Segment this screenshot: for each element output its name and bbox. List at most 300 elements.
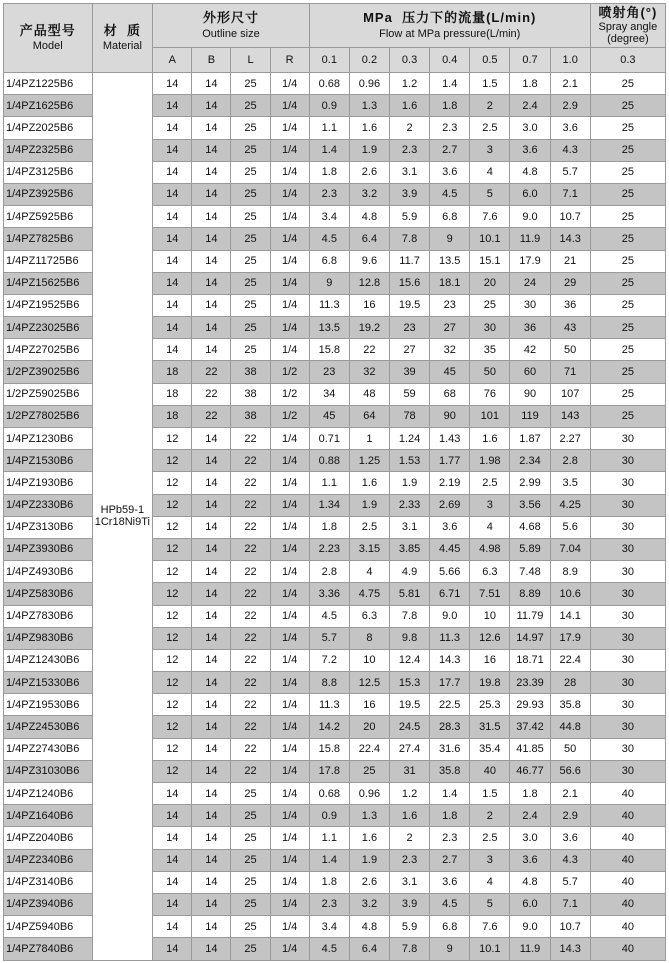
flow-cell: 7.1 <box>550 893 590 915</box>
dim-cell: 12 <box>153 472 192 494</box>
flow-cell: 2.33 <box>390 494 430 516</box>
flow-cell: 59 <box>390 383 430 405</box>
dim-cell: 14 <box>153 849 192 871</box>
flow-cell: 4.8 <box>349 206 389 228</box>
flow-cell: 3.85 <box>390 538 430 560</box>
flow-cell: 8.9 <box>550 561 590 583</box>
flow-cell: 14.3 <box>550 228 590 250</box>
angle-cell: 25 <box>590 383 665 405</box>
model-cell: 1/4PZ7830B6 <box>4 605 93 627</box>
dim-cell: 1/4 <box>270 605 309 627</box>
flow-cell: 25.3 <box>470 694 510 716</box>
header-pressure-0: 0.1 <box>309 48 349 73</box>
dim-cell: 22 <box>231 583 270 605</box>
flow-cell: 10.1 <box>470 228 510 250</box>
flow-cell: 6.71 <box>430 583 470 605</box>
flow-cell: 9.8 <box>390 627 430 649</box>
flow-cell: 15.6 <box>390 272 430 294</box>
dim-cell: 22 <box>231 516 270 538</box>
dim-cell: 38 <box>231 383 270 405</box>
dim-cell: 1/4 <box>270 339 309 361</box>
angle-cell: 25 <box>590 95 665 117</box>
flow-cell: 6.4 <box>349 228 389 250</box>
dim-cell: 1/4 <box>270 538 309 560</box>
angle-cell: 30 <box>590 760 665 782</box>
flow-cell: 2.7 <box>430 139 470 161</box>
angle-cell: 25 <box>590 272 665 294</box>
model-cell: 1/4PZ15625B6 <box>4 272 93 294</box>
dim-cell: 1/4 <box>270 561 309 583</box>
angle-cell: 40 <box>590 805 665 827</box>
flow-cell: 12.6 <box>470 627 510 649</box>
dim-cell: 25 <box>231 117 270 139</box>
flow-cell: 2.23 <box>309 538 349 560</box>
flow-cell: 13.5 <box>309 317 349 339</box>
header-flow-zh <box>310 11 590 25</box>
model-cell: 1/4PZ7840B6 <box>4 938 93 960</box>
angle-cell: 30 <box>590 428 665 450</box>
flow-cell: 119 <box>510 405 550 427</box>
model-cell: 1/4PZ2025B6 <box>4 117 93 139</box>
flow-cell: 1.9 <box>349 494 389 516</box>
dim-cell: 1/4 <box>270 161 309 183</box>
flow-cell: 10.7 <box>550 206 590 228</box>
flow-cell: 40 <box>470 760 510 782</box>
flow-cell: 0.9 <box>309 95 349 117</box>
flow-cell: 2.4 <box>510 805 550 827</box>
flow-cell: 27 <box>430 317 470 339</box>
flow-cell: 2.69 <box>430 494 470 516</box>
dim-cell: 1/4 <box>270 317 309 339</box>
flow-cell: 60 <box>510 361 550 383</box>
dim-cell: 38 <box>231 405 270 427</box>
dim-cell: 14 <box>192 760 231 782</box>
dim-cell: 1/2 <box>270 405 309 427</box>
flow-cell: 3 <box>470 494 510 516</box>
flow-cell: 1.1 <box>309 117 349 139</box>
dim-cell: 14 <box>192 561 231 583</box>
dim-cell: 1/4 <box>270 893 309 915</box>
flow-cell: 14.2 <box>309 716 349 738</box>
flow-cell: 8 <box>349 627 389 649</box>
dim-cell: 14 <box>192 294 231 316</box>
dim-cell: 1/4 <box>270 871 309 893</box>
dim-cell: 12 <box>153 538 192 560</box>
dim-cell: 22 <box>231 672 270 694</box>
flow-cell: 20 <box>470 272 510 294</box>
flow-cell: 10.6 <box>550 583 590 605</box>
angle-cell: 30 <box>590 494 665 516</box>
dim-cell: 14 <box>192 938 231 960</box>
flow-cell: 18.1 <box>430 272 470 294</box>
dim-cell: 14 <box>153 73 192 95</box>
flow-cell: 101 <box>470 405 510 427</box>
dim-cell: 14 <box>153 206 192 228</box>
header-pressure-1: 0.2 <box>349 48 389 73</box>
dim-cell: 12 <box>153 716 192 738</box>
flow-cell: 2.9 <box>550 805 590 827</box>
header-pressure-6: 1.0 <box>550 48 590 73</box>
flow-cell: 36 <box>550 294 590 316</box>
dim-cell: 1/4 <box>270 228 309 250</box>
flow-cell: 0.9 <box>309 805 349 827</box>
dim-cell: 25 <box>231 272 270 294</box>
model-cell: 1/4PZ1530B6 <box>4 450 93 472</box>
dim-cell: 14 <box>192 95 231 117</box>
flow-cell: 1.6 <box>349 827 389 849</box>
flow-cell: 2.7 <box>430 849 470 871</box>
header-flow-zh-text: 压力下的流量(L/min) <box>402 10 537 26</box>
dim-cell: 22 <box>231 716 270 738</box>
model-cell: 1/4PZ5830B6 <box>4 583 93 605</box>
dim-cell: 14 <box>192 139 231 161</box>
flow-cell: 6.8 <box>309 250 349 272</box>
flow-cell: 3.0 <box>510 827 550 849</box>
dim-cell: 14 <box>153 183 192 205</box>
dim-cell: 14 <box>153 827 192 849</box>
model-cell: 1/4PZ31030B6 <box>4 760 93 782</box>
dim-cell: 14 <box>153 228 192 250</box>
dim-cell: 18 <box>153 383 192 405</box>
flow-cell: 11.3 <box>309 694 349 716</box>
dim-cell: 25 <box>231 73 270 95</box>
flow-cell: 4.9 <box>390 561 430 583</box>
dim-cell: 22 <box>192 383 231 405</box>
flow-cell: 3 <box>470 139 510 161</box>
flow-cell: 4.5 <box>430 893 470 915</box>
dim-cell: 14 <box>192 849 231 871</box>
dim-cell: 1/4 <box>270 450 309 472</box>
flow-cell: 1.2 <box>390 73 430 95</box>
flow-cell: 35.8 <box>550 694 590 716</box>
header-model-zh: 产品型号 <box>19 22 76 38</box>
angle-cell: 25 <box>590 405 665 427</box>
model-cell: 1/4PZ19525B6 <box>4 294 93 316</box>
dim-cell: 14 <box>192 339 231 361</box>
dim-cell: 1/4 <box>270 916 309 938</box>
header-material-zh: 材 质 <box>103 22 141 38</box>
dim-cell: 22 <box>231 561 270 583</box>
flow-cell: 3.36 <box>309 583 349 605</box>
dim-cell: 1/4 <box>270 472 309 494</box>
flow-cell: 7.48 <box>510 561 550 583</box>
flow-cell: 1.25 <box>349 450 389 472</box>
dim-cell: 14 <box>192 472 231 494</box>
flow-cell: 56.6 <box>550 760 590 782</box>
flow-cell: 32 <box>430 339 470 361</box>
dim-cell: 1/4 <box>270 827 309 849</box>
flow-cell: 4.5 <box>430 183 470 205</box>
dim-cell: 14 <box>153 871 192 893</box>
flow-cell: 3.9 <box>390 183 430 205</box>
flow-cell: 1.3 <box>349 95 389 117</box>
flow-cell: 44.8 <box>550 716 590 738</box>
dim-cell: 22 <box>192 405 231 427</box>
flow-cell: 10.7 <box>550 916 590 938</box>
flow-cell: 0.96 <box>349 783 389 805</box>
model-cell: 1/4PZ2325B6 <box>4 139 93 161</box>
angle-cell: 40 <box>590 827 665 849</box>
angle-cell: 25 <box>590 161 665 183</box>
dim-cell: 25 <box>231 206 270 228</box>
flow-cell: 45 <box>430 361 470 383</box>
flow-cell: 1.8 <box>430 805 470 827</box>
flow-cell: 78 <box>390 405 430 427</box>
flow-cell: 9.0 <box>510 916 550 938</box>
dim-cell: 14 <box>153 294 192 316</box>
dim-cell: 1/4 <box>270 694 309 716</box>
flow-cell: 7.8 <box>390 228 430 250</box>
angle-cell: 25 <box>590 339 665 361</box>
flow-cell: 1.9 <box>349 139 389 161</box>
flow-cell: 9 <box>430 938 470 960</box>
dim-cell: 1/4 <box>270 494 309 516</box>
flow-cell: 2 <box>390 117 430 139</box>
flow-cell: 1.8 <box>309 516 349 538</box>
flow-cell: 3.4 <box>309 916 349 938</box>
dim-cell: 25 <box>231 827 270 849</box>
model-cell: 1/4PZ2340B6 <box>4 849 93 871</box>
dim-cell: 22 <box>231 538 270 560</box>
flow-cell: 2.3 <box>430 117 470 139</box>
dim-cell: 12 <box>153 516 192 538</box>
flow-cell: 4.3 <box>550 139 590 161</box>
flow-cell: 1.24 <box>390 428 430 450</box>
dim-cell: 14 <box>192 605 231 627</box>
flow-cell: 7.2 <box>309 649 349 671</box>
flow-cell: 1.43 <box>430 428 470 450</box>
flow-cell: 3.6 <box>430 516 470 538</box>
flow-cell: 6.3 <box>349 605 389 627</box>
dim-cell: 18 <box>153 361 192 383</box>
flow-cell: 9.0 <box>510 206 550 228</box>
model-cell: 1/4PZ3940B6 <box>4 893 93 915</box>
flow-cell: 9 <box>430 228 470 250</box>
flow-cell: 2.3 <box>390 849 430 871</box>
dim-cell: 14 <box>192 583 231 605</box>
flow-cell: 7.1 <box>550 183 590 205</box>
dim-cell: 14 <box>153 250 192 272</box>
dim-cell: 14 <box>192 783 231 805</box>
header-angle-en: Spray angle <box>598 20 658 33</box>
flow-cell: 11.9 <box>510 228 550 250</box>
dim-cell: 25 <box>231 938 270 960</box>
flow-cell: 0.68 <box>309 73 349 95</box>
header-model-en: Model <box>32 40 63 53</box>
flow-cell: 43 <box>550 317 590 339</box>
model-cell: 1/4PZ1625B6 <box>4 95 93 117</box>
flow-cell: 4.8 <box>349 916 389 938</box>
angle-cell: 25 <box>590 228 665 250</box>
flow-cell: 6.4 <box>349 938 389 960</box>
angle-cell: 30 <box>590 583 665 605</box>
flow-cell: 76 <box>470 383 510 405</box>
flow-cell: 5.7 <box>309 627 349 649</box>
dim-cell: 22 <box>231 450 270 472</box>
flow-cell: 4 <box>470 516 510 538</box>
flow-cell: 5.66 <box>430 561 470 583</box>
flow-cell: 107 <box>550 383 590 405</box>
flow-cell: 5 <box>470 183 510 205</box>
flow-cell: 3.1 <box>390 516 430 538</box>
flow-cell: 34 <box>309 383 349 405</box>
dim-cell: 14 <box>153 139 192 161</box>
dim-cell: 1/4 <box>270 272 309 294</box>
flow-cell: 28.3 <box>430 716 470 738</box>
flow-cell: 2 <box>470 95 510 117</box>
flow-cell: 1.9 <box>349 849 389 871</box>
flow-cell: 1.77 <box>430 450 470 472</box>
flow-cell: 1.6 <box>349 472 389 494</box>
flow-cell: 12.8 <box>349 272 389 294</box>
flow-cell: 2.1 <box>550 73 590 95</box>
flow-cell: 10 <box>470 605 510 627</box>
dim-cell: 14 <box>153 161 192 183</box>
flow-cell: 22 <box>349 339 389 361</box>
dim-cell: 12 <box>153 672 192 694</box>
dim-cell: 14 <box>192 627 231 649</box>
dim-cell: 14 <box>192 738 231 760</box>
flow-cell: 8.8 <box>309 672 349 694</box>
flow-cell: 1.6 <box>349 117 389 139</box>
flow-cell: 7.8 <box>390 938 430 960</box>
dim-cell: 14 <box>192 694 231 716</box>
flow-cell: 1.4 <box>430 783 470 805</box>
flow-cell: 22.4 <box>550 649 590 671</box>
flow-cell: 20 <box>349 716 389 738</box>
dim-cell: 14 <box>153 317 192 339</box>
dim-cell: 25 <box>231 250 270 272</box>
dim-cell: 25 <box>231 916 270 938</box>
flow-cell: 2.19 <box>430 472 470 494</box>
flow-cell: 23 <box>390 317 430 339</box>
dim-cell: 25 <box>231 317 270 339</box>
dim-cell: 14 <box>192 250 231 272</box>
dim-cell: 1/4 <box>270 428 309 450</box>
flow-cell: 7.6 <box>470 206 510 228</box>
flow-cell: 5.6 <box>550 516 590 538</box>
flow-cell: 5.9 <box>390 916 430 938</box>
dim-cell: 1/4 <box>270 95 309 117</box>
flow-cell: 4.5 <box>309 938 349 960</box>
dim-cell: 14 <box>192 893 231 915</box>
flow-cell: 27.4 <box>390 738 430 760</box>
angle-cell: 40 <box>590 849 665 871</box>
dim-cell: 1/4 <box>270 583 309 605</box>
dim-cell: 12 <box>153 738 192 760</box>
flow-cell: 4.68 <box>510 516 550 538</box>
dim-cell: 12 <box>153 450 192 472</box>
dim-cell: 22 <box>231 760 270 782</box>
header-dim-2: L <box>231 48 270 73</box>
flow-cell: 4.8 <box>510 161 550 183</box>
angle-cell: 25 <box>590 250 665 272</box>
dim-cell: 14 <box>153 339 192 361</box>
flow-cell: 14.1 <box>550 605 590 627</box>
flow-cell: 4.5 <box>309 605 349 627</box>
flow-cell: 3.6 <box>430 161 470 183</box>
flow-cell: 30 <box>470 317 510 339</box>
flow-cell: 12.4 <box>390 649 430 671</box>
flow-cell: 19.5 <box>390 694 430 716</box>
flow-cell: 31.5 <box>470 716 510 738</box>
flow-cell: 2.1 <box>550 783 590 805</box>
flow-cell: 23 <box>430 294 470 316</box>
model-cell: 1/4PZ3125B6 <box>4 161 93 183</box>
dim-cell: 14 <box>153 272 192 294</box>
angle-cell: 30 <box>590 472 665 494</box>
dim-cell: 1/4 <box>270 250 309 272</box>
dim-cell: 14 <box>192 317 231 339</box>
flow-cell: 14.3 <box>550 938 590 960</box>
flow-cell: 5.7 <box>550 161 590 183</box>
flow-cell: 23.39 <box>510 672 550 694</box>
flow-cell: 5.81 <box>390 583 430 605</box>
flow-cell: 3.56 <box>510 494 550 516</box>
dim-cell: 14 <box>153 916 192 938</box>
flow-cell: 11.9 <box>510 938 550 960</box>
dim-cell: 1/2 <box>270 383 309 405</box>
flow-cell: 6.8 <box>430 916 470 938</box>
model-cell: 1/4PZ2040B6 <box>4 827 93 849</box>
spec-table <box>3 3 666 961</box>
header-outline <box>153 4 309 48</box>
dim-cell: 12 <box>153 428 192 450</box>
flow-cell: 23 <box>309 361 349 383</box>
flow-cell: 27 <box>390 339 430 361</box>
table-header <box>4 4 666 73</box>
dim-cell: 12 <box>153 760 192 782</box>
angle-cell: 25 <box>590 294 665 316</box>
flow-cell: 16 <box>470 649 510 671</box>
flow-cell: 2.9 <box>550 95 590 117</box>
angle-cell: 25 <box>590 139 665 161</box>
angle-cell: 30 <box>590 450 665 472</box>
flow-cell: 19.2 <box>349 317 389 339</box>
dim-cell: 1/4 <box>270 73 309 95</box>
flow-cell: 3.15 <box>349 538 389 560</box>
dim-cell: 14 <box>153 783 192 805</box>
dim-cell: 1/4 <box>270 183 309 205</box>
flow-cell: 2.99 <box>510 472 550 494</box>
flow-cell: 7.6 <box>470 916 510 938</box>
dim-cell: 1/4 <box>270 627 309 649</box>
dim-cell: 14 <box>192 716 231 738</box>
flow-cell: 28 <box>550 672 590 694</box>
header-dim-1: B <box>192 48 231 73</box>
flow-cell: 3.6 <box>550 117 590 139</box>
flow-cell: 4 <box>349 561 389 583</box>
model-cell: 1/4PZ1230B6 <box>4 428 93 450</box>
header-angle <box>590 4 665 48</box>
flow-cell: 4.25 <box>550 494 590 516</box>
model-cell: 1/4PZ3930B6 <box>4 538 93 560</box>
material-line2: 1Cr18Ni9Ti <box>94 516 150 529</box>
dim-cell: 25 <box>231 161 270 183</box>
flow-cell: 22.4 <box>349 738 389 760</box>
flow-cell: 2.5 <box>470 472 510 494</box>
model-cell: 1/4PZ1640B6 <box>4 805 93 827</box>
angle-cell: 30 <box>590 672 665 694</box>
flow-cell: 7.51 <box>470 583 510 605</box>
model-cell: 1/4PZ7825B6 <box>4 228 93 250</box>
flow-cell: 2.8 <box>309 561 349 583</box>
header-material-en: Material <box>102 40 142 53</box>
flow-cell: 9.0 <box>430 605 470 627</box>
flow-cell: 3.2 <box>349 183 389 205</box>
flow-cell: 30 <box>510 294 550 316</box>
flow-cell: 2.3 <box>390 139 430 161</box>
